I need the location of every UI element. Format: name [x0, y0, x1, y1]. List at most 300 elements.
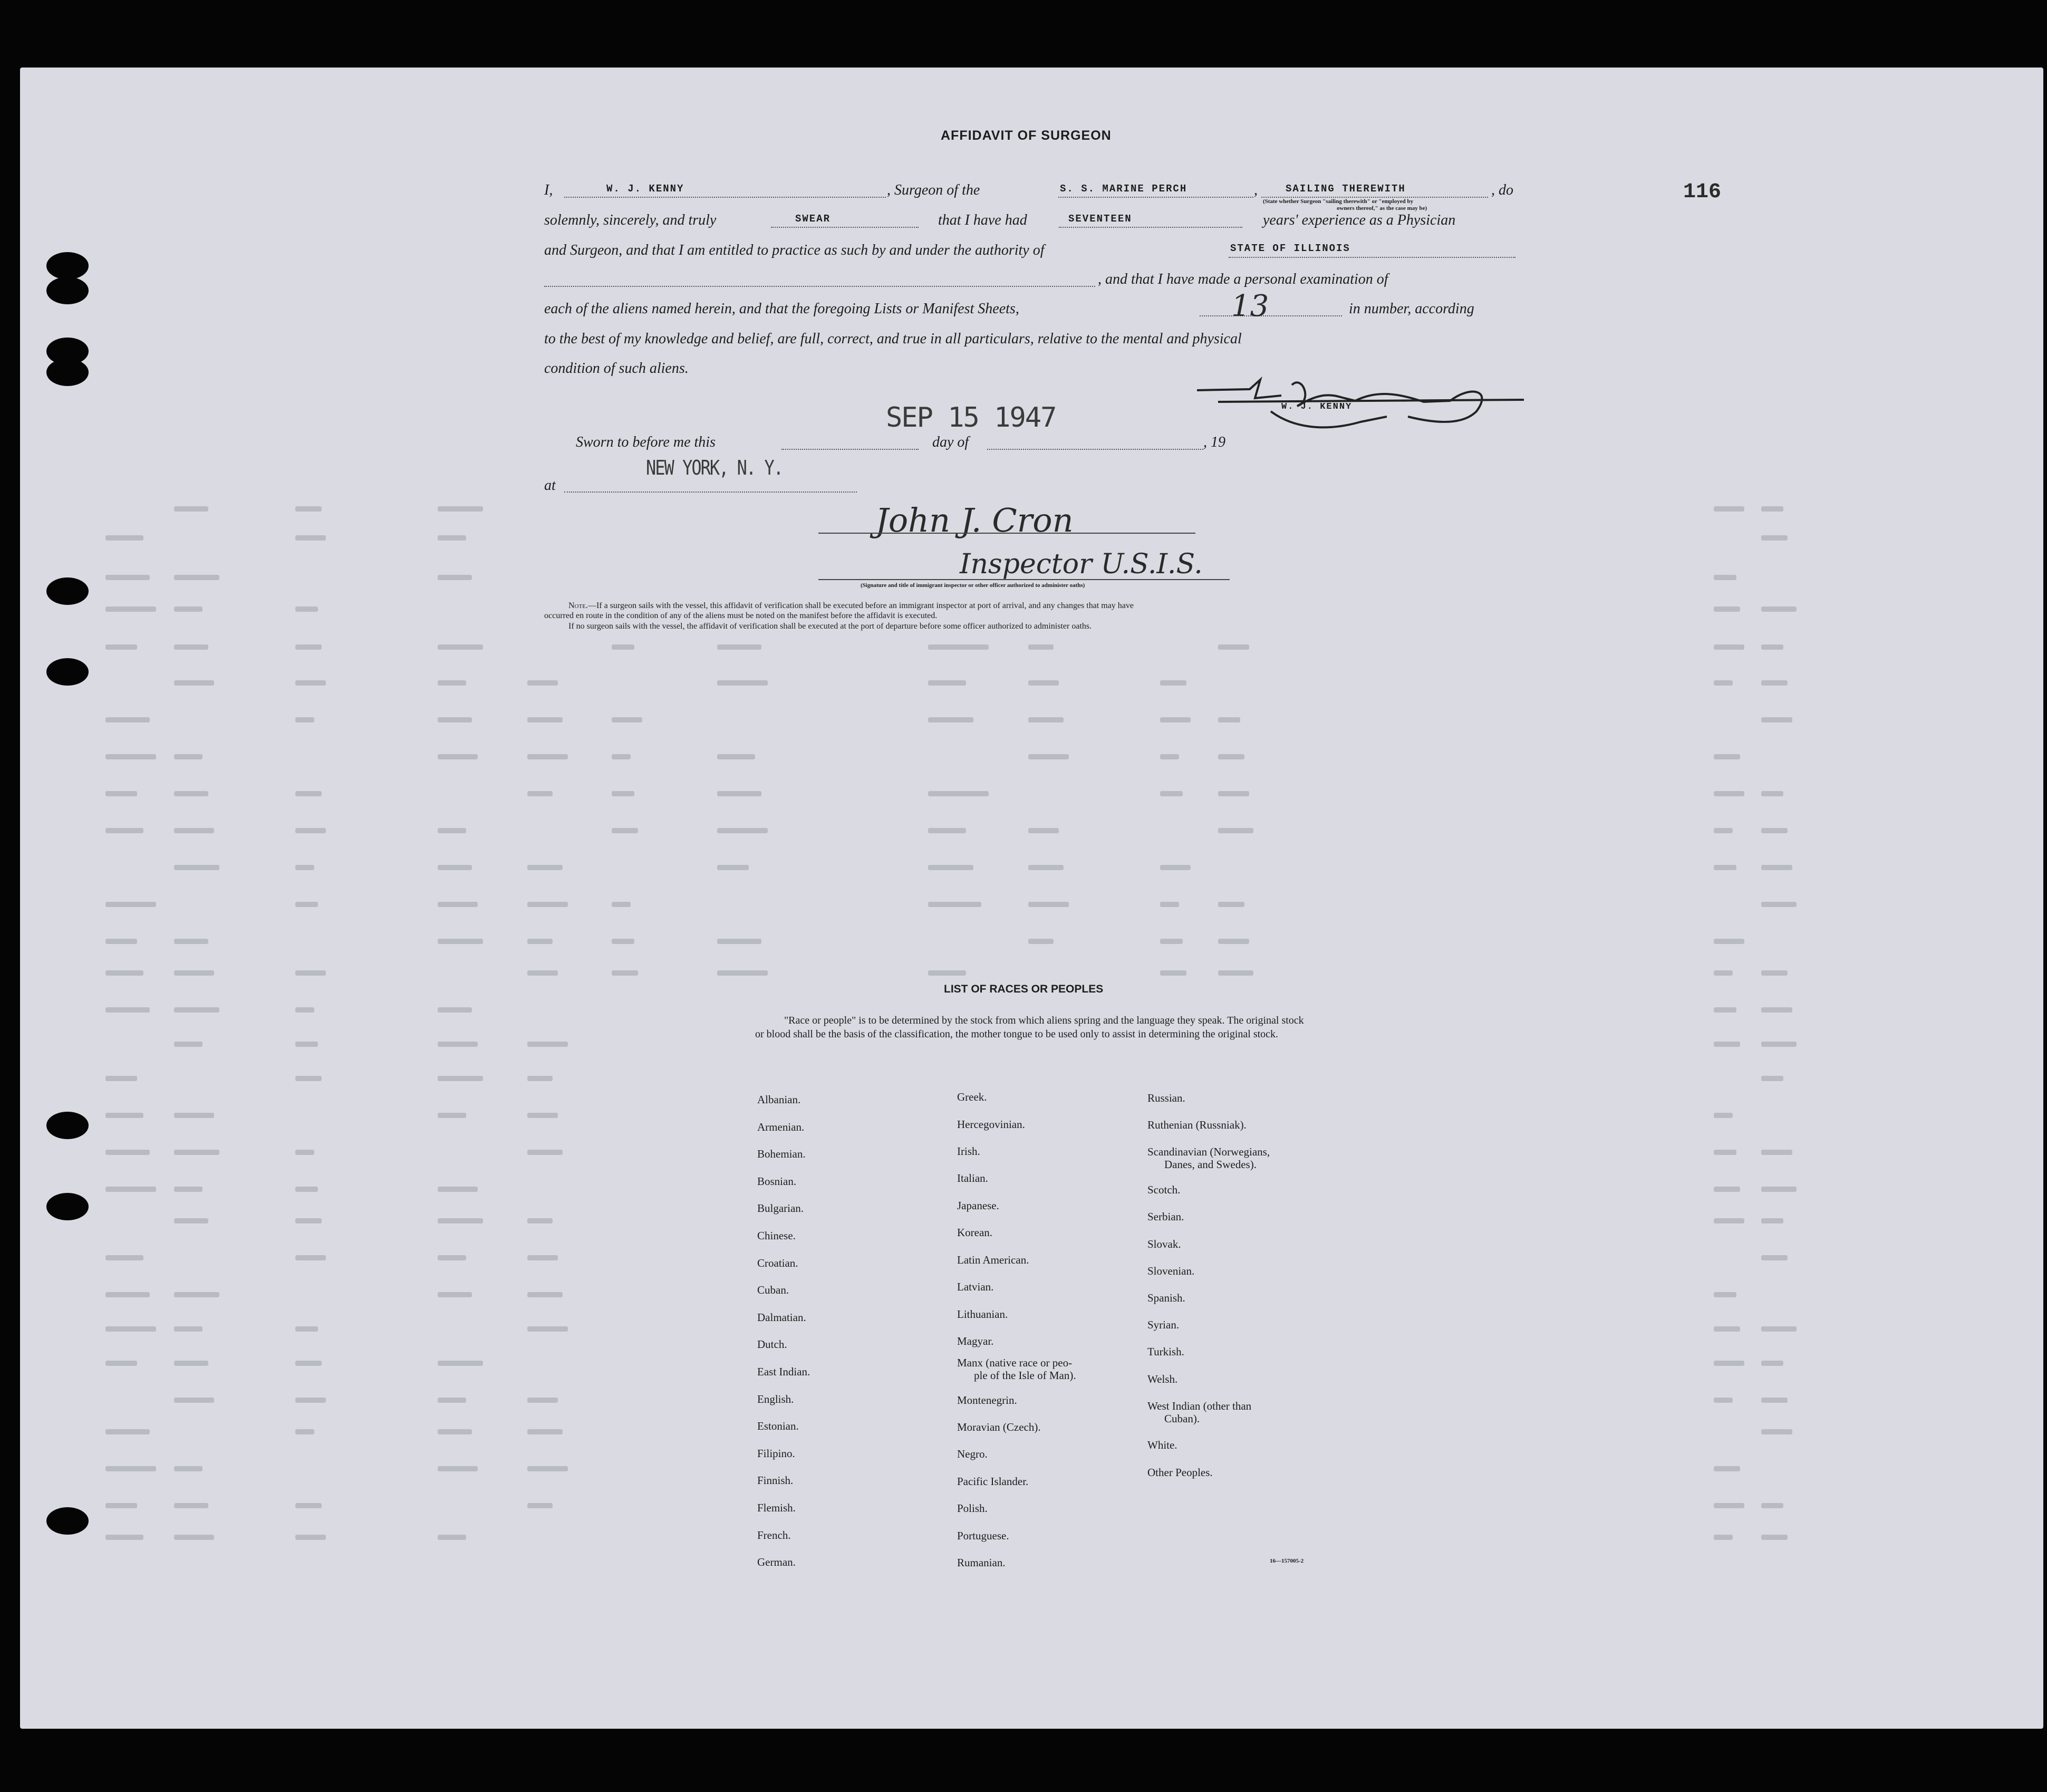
race-item: Estonian.: [757, 1420, 799, 1433]
bleed-through-mark: [527, 1466, 568, 1471]
bleed-through-mark: [105, 1187, 156, 1192]
race-item: Rumanian.: [957, 1556, 1006, 1569]
page-number: 116: [1683, 180, 1722, 204]
bleed-through-mark: [105, 717, 150, 722]
bleed-through-mark: [295, 828, 326, 833]
race-item: ple of the Isle of Man).: [974, 1369, 1076, 1382]
bleed-through-mark: [1714, 1535, 1733, 1540]
bleed-through-mark: [1714, 828, 1733, 833]
sworn-day-line: [781, 449, 919, 450]
bleed-through-mark: [1714, 1042, 1740, 1047]
bleed-through-mark: [438, 1042, 478, 1047]
bleed-through-mark: [295, 535, 326, 541]
bleed-through-mark: [1028, 644, 1054, 650]
bleed-through-mark: [1714, 506, 1744, 512]
binder-hole: [46, 252, 89, 280]
bleed-through-mark: [174, 1326, 202, 1332]
bleed-through-mark: [1218, 939, 1249, 944]
bleed-through-mark: [174, 1218, 208, 1223]
at-label: at: [544, 477, 556, 494]
bleed-through-mark: [612, 791, 634, 796]
affidavit-line1-d: , do: [1491, 182, 1513, 198]
bleed-through-mark: [1761, 1187, 1797, 1192]
races-title: LIST OF RACES OR PEOPLES: [944, 983, 1104, 995]
affidavit-title: AFFIDAVIT OF SURGEON: [941, 128, 1112, 143]
sworn-label: Sworn to before me this: [576, 434, 716, 450]
bleed-through-mark: [295, 970, 326, 976]
race-item: White.: [1147, 1439, 1177, 1451]
bleed-through-mark: [1160, 680, 1186, 686]
sheets-line: [1200, 315, 1342, 316]
race-item: Manx (native race or peo-: [957, 1356, 1073, 1369]
bleed-through-mark: [174, 575, 219, 580]
bleed-through-mark: [1761, 1503, 1783, 1508]
bleed-through-mark: [105, 939, 137, 944]
bleed-through-mark: [438, 1292, 472, 1297]
bleed-through-mark: [438, 1113, 466, 1118]
bleed-through-mark: [717, 939, 761, 944]
bleed-through-mark: [1218, 828, 1253, 833]
race-item: Syrian.: [1147, 1318, 1180, 1331]
bleed-through-mark: [928, 828, 966, 833]
race-item: Bohemian.: [757, 1148, 806, 1161]
bleed-through-mark: [1714, 1292, 1736, 1297]
bleed-through-mark: [1714, 575, 1736, 580]
bleed-through-mark: [438, 1429, 472, 1434]
affidavit-line7: condition of such aliens.: [544, 360, 689, 377]
affidavit-line2-c: years' experience as a Physician: [1263, 212, 1456, 228]
race-item: Dutch.: [757, 1338, 787, 1351]
bleed-through-mark: [1761, 506, 1783, 512]
bleed-through-mark: [438, 828, 466, 833]
bleed-through-mark: [1761, 1361, 1783, 1366]
bleed-through-mark: [438, 1535, 466, 1540]
bleed-through-mark: [1761, 1042, 1797, 1047]
bleed-through-mark: [438, 1218, 483, 1223]
capacity-note-1: (State whether Surgeon "sailing therewith" or "employed by: [1263, 198, 1414, 205]
bleed-through-mark: [527, 970, 558, 976]
bleed-through-mark: [1218, 717, 1240, 722]
bleed-through-mark: [105, 1255, 143, 1260]
surgeon-capacity: SAILING THEREWITH: [1286, 183, 1406, 195]
bleed-through-mark: [1761, 1398, 1788, 1403]
bleed-through-mark: [105, 1113, 143, 1118]
vessel-line: [1058, 197, 1253, 198]
bleed-through-mark: [438, 902, 478, 907]
bleed-through-mark: [1714, 680, 1733, 686]
bleed-through-mark: [717, 680, 768, 686]
bleed-through-mark: [174, 1503, 208, 1508]
bleed-through-mark: [527, 1218, 553, 1223]
note-label: Note.: [568, 601, 588, 610]
bleed-through-mark: [717, 828, 768, 833]
bleed-through-mark: [295, 865, 314, 870]
bleed-through-mark: [1761, 680, 1788, 686]
binder-hole: [46, 1507, 89, 1535]
surgeon-name-line: [564, 197, 886, 198]
bleed-through-mark: [105, 902, 156, 907]
bleed-through-mark: [527, 754, 568, 759]
bleed-through-mark: [1761, 1218, 1783, 1223]
binder-hole: [46, 1193, 89, 1220]
race-item: Korean.: [957, 1226, 993, 1239]
bleed-through-mark: [527, 1292, 563, 1297]
day-of-label: day of: [932, 434, 969, 450]
bleed-through-mark: [1160, 754, 1179, 759]
bleed-through-mark: [174, 1187, 202, 1192]
bleed-through-mark: [717, 791, 761, 796]
race-item: Scandinavian (Norwegians,: [1147, 1145, 1270, 1158]
bleed-through-mark: [1160, 970, 1186, 976]
race-item: Slovenian.: [1147, 1265, 1195, 1277]
bleed-through-mark: [174, 939, 208, 944]
bleed-through-mark: [1028, 680, 1059, 686]
bleed-through-mark: [295, 717, 314, 722]
binder-hole: [46, 577, 89, 605]
race-item: Japanese.: [957, 1199, 999, 1212]
bleed-through-mark: [1218, 644, 1249, 650]
bleed-through-mark: [438, 644, 483, 650]
bleed-through-mark: [928, 680, 966, 686]
bleed-through-mark: [105, 828, 143, 833]
affidavit-line5-a: each of the aliens named herein, and that the foregoing Lists or Manifest Sheets,: [544, 301, 1019, 317]
surgeon-typed-signature: W. J. KENNY: [1281, 402, 1353, 412]
race-item: Cuban.: [757, 1284, 789, 1297]
races-intro: "Race or people" is to be determined by the stock from which aliens spring and the language they speak. The original stock or blood shall be the basis of the classification, the mother tongue to be used only to assist in determining the original stock.: [755, 1015, 1304, 1040]
bleed-through-mark: [1761, 1150, 1792, 1155]
race-item: French.: [757, 1528, 791, 1541]
race-item: Turkish.: [1147, 1345, 1184, 1358]
binder-hole: [46, 359, 89, 386]
years-experience: SEVENTEEN: [1068, 213, 1132, 225]
bleed-through-mark: [105, 644, 137, 650]
bleed-through-mark: [295, 506, 322, 512]
race-item: Latvian.: [957, 1280, 994, 1293]
affidavit-line1-c: ,: [1254, 182, 1258, 198]
affidavit-line3: and Surgeon, and that I am entitled to practice as such by and under the authority of: [544, 242, 1045, 258]
bleed-through-mark: [612, 754, 631, 759]
place-line: [564, 492, 857, 493]
race-item: Cuban).: [1164, 1412, 1200, 1425]
bleed-through-mark: [1761, 1007, 1792, 1013]
bleed-through-mark: [1218, 970, 1253, 976]
bleed-through-mark: [527, 1429, 563, 1434]
bleed-through-mark: [527, 902, 568, 907]
bleed-through-mark: [295, 1255, 326, 1260]
bleed-through-mark: [174, 1007, 219, 1013]
race-item: Bulgarian.: [757, 1202, 804, 1215]
race-item: Lithuanian.: [957, 1308, 1008, 1321]
bleed-through-mark: [1761, 606, 1797, 612]
bleed-through-mark: [438, 1187, 478, 1192]
bleed-through-mark: [1714, 1218, 1744, 1223]
bleed-through-mark: [1761, 1076, 1783, 1081]
bleed-through-mark: [174, 606, 202, 612]
vessel-name: S. S. MARINE PERCH: [1060, 183, 1187, 195]
bleed-through-mark: [527, 680, 558, 686]
affidavit-line1-a: I,: [544, 182, 553, 198]
bleed-through-mark: [295, 1218, 322, 1223]
bleed-through-mark: [1028, 865, 1064, 870]
years-line: [1059, 227, 1242, 228]
bleed-through-mark: [1714, 1361, 1744, 1366]
race-item: Danes, and Swedes).: [1164, 1158, 1257, 1171]
bleed-through-mark: [1761, 791, 1783, 796]
bleed-through-mark: [105, 791, 137, 796]
bleed-through-mark: [928, 970, 966, 976]
bleed-through-mark: [1761, 1255, 1788, 1260]
bleed-through-mark: [527, 1076, 553, 1081]
bleed-through-mark: [174, 1466, 202, 1471]
bleed-through-mark: [174, 506, 208, 512]
binder-hole: [46, 658, 89, 686]
bleed-through-mark: [1160, 902, 1179, 907]
bleed-through-mark: [295, 644, 322, 650]
capacity-line: [1261, 197, 1488, 198]
bleed-through-mark: [1028, 717, 1064, 722]
bleed-through-mark: [438, 1255, 466, 1260]
place-stamp: NEW YORK, N. Y.: [646, 456, 783, 480]
inspector-signature: John J. Cron: [875, 501, 1074, 539]
bleed-through-mark: [1761, 902, 1797, 907]
bleed-through-mark: [1028, 939, 1054, 944]
bleed-through-mark: [1761, 1326, 1797, 1332]
race-item: Montenegrin.: [957, 1394, 1017, 1406]
bleed-through-mark: [1714, 970, 1733, 976]
race-item: Welsh.: [1147, 1373, 1178, 1385]
race-item: Spanish.: [1147, 1292, 1185, 1304]
document-sheet: [20, 68, 2043, 1729]
note-line-3: If no surgeon sails with the vessel, the affidavit of verification shall be executed at the port of departure before some officer authorized to administer oaths.: [568, 622, 1092, 631]
bleed-through-mark: [1714, 1007, 1736, 1013]
bleed-through-mark: [105, 575, 150, 580]
form-number: 16—157005-2: [1270, 1558, 1304, 1564]
note-line-1: [568, 601, 1134, 611]
bleed-through-mark: [174, 791, 208, 796]
bleed-through-mark: [174, 1535, 214, 1540]
bleed-through-mark: [1714, 1398, 1733, 1403]
race-item: Italian.: [957, 1172, 988, 1184]
bleed-through-mark: [295, 1361, 322, 1366]
bleed-through-mark: [612, 717, 642, 722]
bleed-through-mark: [105, 754, 156, 759]
bleed-through-mark: [1714, 606, 1740, 612]
race-item: Bosnian.: [757, 1174, 797, 1188]
affidavit-line4: , and that I have made a personal examination of: [1098, 271, 1388, 287]
affidavit-line1-b: , Surgeon of the: [887, 182, 980, 198]
bleed-through-mark: [612, 970, 638, 976]
bleed-through-mark: [1714, 1466, 1740, 1471]
bleed-through-mark: [174, 644, 208, 650]
affidavit-line5-b: in number, according: [1349, 301, 1474, 317]
race-item: Serbian.: [1147, 1210, 1184, 1223]
race-item: Latin American.: [957, 1254, 1029, 1266]
bleed-through-mark: [1761, 644, 1783, 650]
race-item: Finnish.: [757, 1474, 794, 1487]
race-item: Other Peoples.: [1147, 1466, 1213, 1479]
bleed-through-mark: [295, 902, 318, 907]
bleed-through-mark: [295, 1007, 314, 1013]
bleed-through-mark: [295, 1076, 322, 1081]
bleed-through-mark: [1714, 1503, 1744, 1508]
bleed-through-mark: [1761, 1535, 1788, 1540]
bleed-through-mark: [928, 902, 981, 907]
bleed-through-mark: [174, 970, 214, 976]
bleed-through-mark: [105, 1535, 143, 1540]
race-item: Albanian.: [757, 1093, 801, 1106]
bleed-through-mark: [612, 644, 634, 650]
bleed-through-mark: [1761, 865, 1792, 870]
race-item: Flemish.: [757, 1501, 796, 1514]
bleed-through-mark: [1714, 791, 1744, 796]
bleed-through-mark: [928, 717, 973, 722]
bleed-through-mark: [295, 1503, 322, 1508]
bleed-through-mark: [1160, 865, 1191, 870]
bleed-through-mark: [105, 1150, 150, 1155]
bleed-through-mark: [174, 828, 214, 833]
bleed-through-mark: [527, 1150, 563, 1155]
bleed-through-mark: [717, 644, 761, 650]
sheets-count: 13: [1231, 289, 1269, 323]
bleed-through-mark: [295, 606, 318, 612]
oath-word: SWEAR: [795, 213, 831, 225]
year-prefix: , 19: [1203, 434, 1225, 450]
bleed-through-mark: [1714, 939, 1744, 944]
bleed-through-mark: [1160, 939, 1183, 944]
authority-line: [1229, 257, 1515, 258]
binder-hole: [46, 277, 89, 304]
race-item: East Indian.: [757, 1365, 810, 1378]
race-item: Portuguese.: [957, 1529, 1009, 1542]
affidavit-line2-b: that I have had: [938, 212, 1027, 228]
bleed-through-mark: [527, 717, 563, 722]
date-stamp: SEP 15 1947: [886, 402, 1056, 433]
authority: STATE OF ILLINOIS: [1230, 243, 1350, 254]
bleed-through-mark: [105, 1466, 156, 1471]
race-item: English.: [757, 1392, 794, 1405]
race-item: Croatian.: [757, 1256, 798, 1269]
bleed-through-mark: [174, 865, 219, 870]
bleed-through-mark: [295, 1150, 314, 1155]
bleed-through-mark: [717, 754, 755, 759]
bleed-through-mark: [527, 939, 553, 944]
bleed-through-mark: [295, 680, 326, 686]
bleed-through-mark: [527, 1113, 558, 1118]
bleed-through-mark: [295, 1429, 314, 1434]
race-item: Dalmatian.: [757, 1311, 806, 1324]
bleed-through-mark: [438, 754, 478, 759]
bleed-through-mark: [105, 1429, 150, 1434]
bleed-through-mark: [438, 535, 466, 541]
bleed-through-mark: [295, 1535, 326, 1540]
bleed-through-mark: [1714, 1113, 1733, 1118]
race-item: Magyar.: [957, 1335, 994, 1347]
race-item: Negro.: [957, 1448, 988, 1460]
bleed-through-mark: [1761, 828, 1788, 833]
bleed-through-mark: [928, 791, 989, 796]
authority-line-2: [544, 286, 1095, 287]
race-item: Greek.: [957, 1091, 987, 1103]
bleed-through-mark: [1714, 644, 1744, 650]
race-item: Scotch.: [1147, 1183, 1181, 1196]
bleed-through-mark: [527, 1042, 568, 1047]
sworn-month-line: [987, 449, 1203, 450]
bleed-through-mark: [1761, 535, 1788, 541]
bleed-through-mark: [1160, 791, 1183, 796]
surgeon-name: W. J. KENNY: [606, 183, 684, 195]
bleed-through-mark: [612, 828, 638, 833]
note-line-2: occurred en route in the condition of any of the aliens must be noted on the manifest before the affidavit is executed.: [544, 611, 938, 620]
inspector-title: Inspector U.S.I.S.: [960, 548, 1203, 580]
bleed-through-mark: [1218, 754, 1244, 759]
bleed-through-mark: [527, 865, 563, 870]
inspector-sign-line-2: [818, 579, 1230, 580]
bleed-through-mark: [527, 1503, 553, 1508]
bleed-through-mark: [928, 644, 989, 650]
inspector-caption: (Signature and title of immigrant inspector or other officer authorized to administer oaths): [861, 582, 1085, 589]
bleed-through-mark: [1218, 902, 1244, 907]
bleed-through-mark: [527, 791, 553, 796]
bleed-through-mark: [1761, 1429, 1792, 1434]
bleed-through-mark: [1714, 1326, 1740, 1332]
note-text-1: —If a surgeon sails with the vessel, this affidavit of verification shall be executed before an immigrant inspector at port of arrival, and any changes that may have: [587, 601, 1134, 610]
bleed-through-mark: [438, 1076, 483, 1081]
bleed-through-mark: [105, 1007, 150, 1013]
bleed-through-mark: [105, 1292, 150, 1297]
affidavit-line2-a: solemnly, sincerely, and truly: [544, 212, 717, 228]
race-item: Irish.: [957, 1145, 980, 1158]
bleed-through-mark: [105, 1503, 137, 1508]
race-item: Slovak.: [1147, 1238, 1181, 1250]
bleed-through-mark: [612, 902, 631, 907]
bleed-through-mark: [527, 1398, 558, 1403]
bleed-through-mark: [928, 865, 973, 870]
capacity-note-2: owners thereof," as the case may be): [1337, 205, 1427, 211]
bleed-through-mark: [438, 865, 472, 870]
bleed-through-mark: [1761, 970, 1788, 976]
bleed-through-mark: [174, 1113, 214, 1118]
bleed-through-mark: [295, 1042, 318, 1047]
surgeon-signature: [1186, 369, 1529, 443]
race-item: Filipino.: [757, 1447, 795, 1460]
bleed-through-mark: [295, 791, 322, 796]
bleed-through-mark: [1714, 1150, 1736, 1155]
race-item: Pacific Islander.: [957, 1475, 1029, 1488]
bleed-through-mark: [105, 1076, 137, 1081]
bleed-through-mark: [1714, 754, 1740, 759]
race-item: West Indian (other than: [1147, 1400, 1252, 1412]
bleed-through-mark: [1714, 865, 1736, 870]
affidavit-line6: to the best of my knowledge and belief, are full, correct, and true in all particulars, relative to the mental and physical: [544, 331, 1242, 347]
bleed-through-mark: [1218, 791, 1249, 796]
bleed-through-mark: [438, 1361, 483, 1366]
bleed-through-mark: [1028, 828, 1059, 833]
bleed-through-mark: [438, 939, 483, 944]
bleed-through-mark: [105, 535, 143, 541]
bleed-through-mark: [1160, 717, 1191, 722]
bleed-through-mark: [174, 1398, 214, 1403]
bleed-through-mark: [295, 1326, 318, 1332]
bleed-through-mark: [174, 1361, 208, 1366]
bleed-through-mark: [105, 970, 143, 976]
binder-hole: [46, 1112, 89, 1139]
bleed-through-mark: [527, 1255, 558, 1260]
bleed-through-mark: [1761, 717, 1792, 722]
bleed-through-mark: [438, 717, 472, 722]
bleed-through-mark: [105, 1361, 137, 1366]
bleed-through-mark: [612, 939, 634, 944]
bleed-through-mark: [174, 1292, 219, 1297]
